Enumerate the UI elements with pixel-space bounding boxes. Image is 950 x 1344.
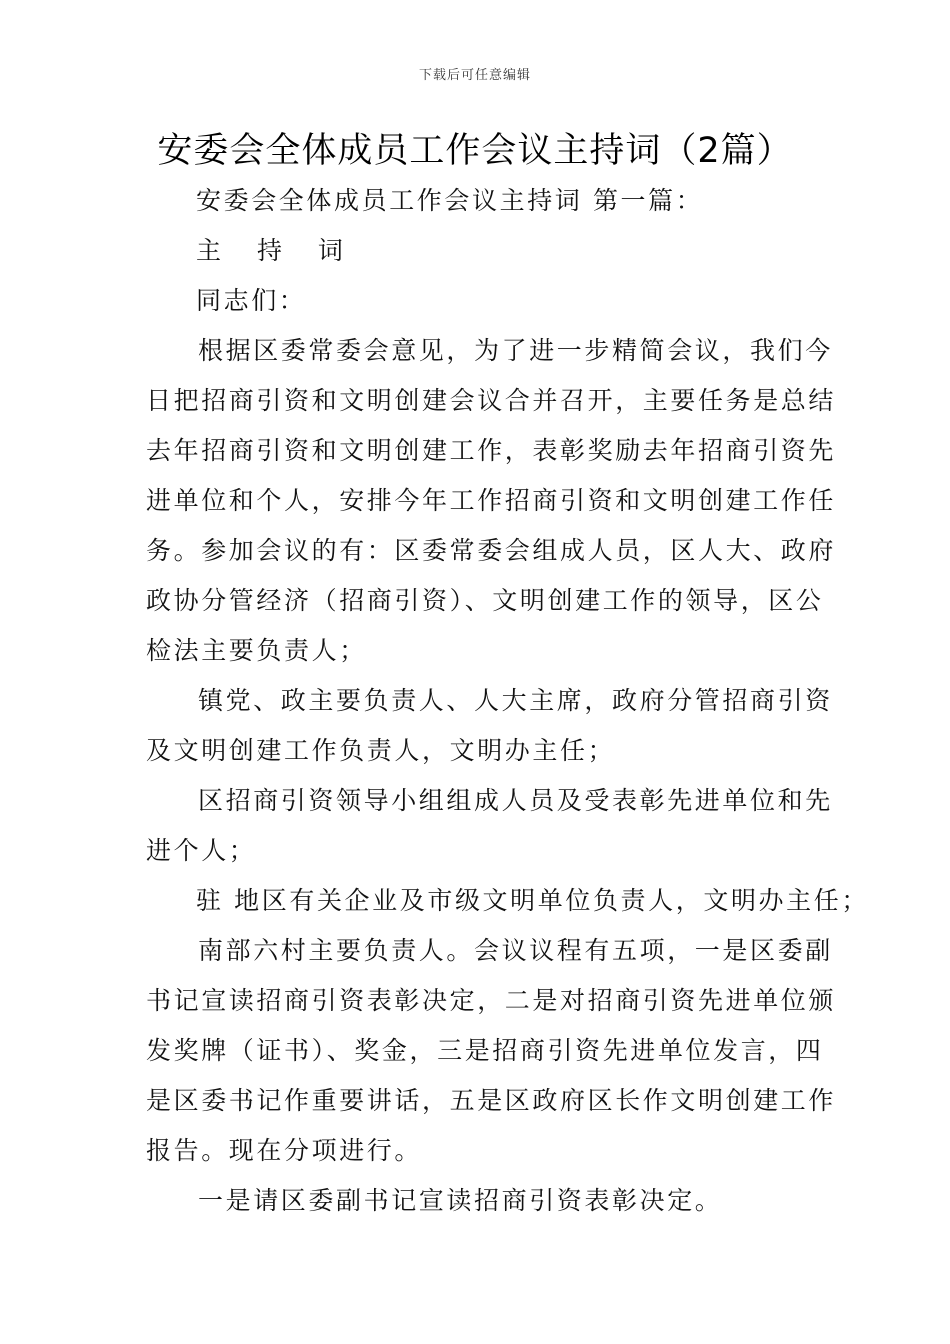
paragraph-line: 进单位和个人，安排今年工作招商引资和文明创建工作任 [146,486,837,515]
document-title: 安委会全体成员工作会议主持词（2篇） [157,131,793,171]
paragraph-line: 日把招商引资和文明创建会议合并召开，主要任务是总结 [146,386,837,415]
paragraph [146,326,837,676]
paragraph [146,1176,810,1226]
paragraph-line: 根据区委常委会意见，为了进一步精简会议，我们今 [198,336,833,365]
paragraph-line: 一是请区委副书记宣读招商引资表彰决定。 [198,1186,723,1215]
paragraph-line: 发奖牌（证书）、奖金，三是招商引资先进单位发言，四 [146,1036,824,1065]
paragraph-line: 区招商引资领导小组组成人员及受表彰先进单位和先 [198,786,833,815]
page-header-note: 下载后可任意编辑 [418,68,531,83]
paragraph-line: 镇党、政主要负责人、人大主席，政府分管招商引资 [198,686,833,715]
subtitle: 安委会全体成员工作会议主持词 第一篇： [196,186,704,215]
paragraph-line: 南部六村主要负责人。会议议程有五项，一是区委副 [198,936,833,965]
paragraph [146,926,837,1176]
paragraph [146,876,869,926]
paragraph-line: 报告。现在分项进行。 [146,1136,423,1165]
paragraph-line: 是区委书记作重要讲话，五是区政府区长作文明创建工作 [146,1086,837,1115]
paragraph-line: 政协分管经济（招商引资）、文明创建工作的领导，区公 [146,586,824,615]
paragraph [146,776,833,876]
paragraph-line: 务。参加会议的有：区委常委会组成人员，区人大、政府 [146,536,837,565]
section-heading: 主 持 词 [196,236,357,265]
paragraph-line: 及文明创建工作负责人，文明办主任； [146,736,616,765]
paragraph-line: 去年招商引资和文明创建工作，表彰奖励去年招商引资先 [146,436,837,465]
paragraph-line: 书记宣读招商引资表彰决定，二是对招商引资先进单位颁 [146,986,837,1015]
document-body [146,176,869,1226]
paragraph-line: 检法主要负责人； [146,636,367,665]
salutation: 同志们： [196,286,307,315]
paragraph-line: 驻 地区有关企业及市级文明单位负责人，文明办主任； [196,886,869,915]
paragraph-line: 进个人； [146,836,257,865]
paragraph [146,676,833,776]
